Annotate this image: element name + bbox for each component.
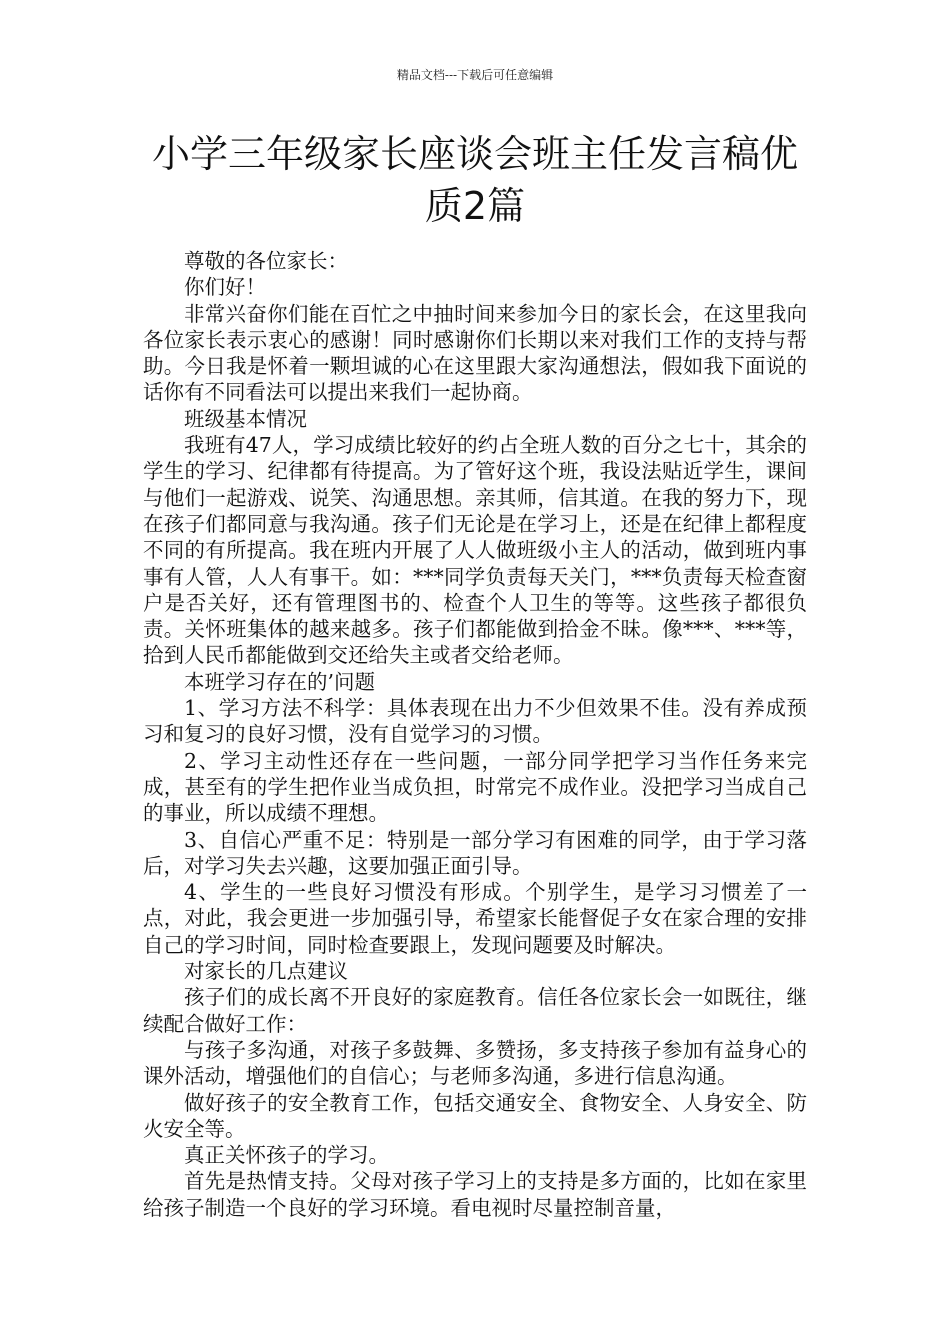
list-item: 3、自信心严重不足：特别是一部分学习有困难的同学，由于学习落后，对学习失去兴趣，这要加强正面引导。 <box>143 827 807 878</box>
paragraph: 尊敬的各位家长： <box>184 249 348 273</box>
document-body <box>143 248 807 1221</box>
paragraph: 非常兴奋你们能在百忙之中抽时间来参加今日的家长会，在这里我向各位家长表示衷心的感谢！同时感谢你们长期以来对我们工作的支持与帮助。今日我是怀着一颗坦诚的心在这里跟大家沟通想法，假如我下面说的话你有不同看法可以提出来我们一起协商。 <box>143 301 807 405</box>
paragraph: 你们好！ <box>184 275 266 300</box>
document-header-note: 精品文档---下载后可任意编辑 <box>396 68 554 82</box>
section-heading: 班级基本情况 <box>184 406 307 431</box>
list-item: 1、学习方法不科学：具体表现在出力不少但效果不佳。没有养成预习和复习的良好习惯，没有自觉学习的习惯。 <box>143 696 807 747</box>
list-item: 2、学习主动性还存在一些问题，一部分同学把学习当作任务来完成，甚至有的学生把作业当成负担，时常完不成作业。没把学习当成自己的事业，所以成绩不理想。 <box>143 748 807 826</box>
section-heading: 对家长的几点建议 <box>184 959 348 984</box>
section-heading: 本班学习存在的’问题 <box>184 669 376 694</box>
paragraph: 与孩子多沟通，对孩子多鼓舞、多赞扬，多支持孩子参加有益身心的课外活动，增强他们的自信心；与老师多沟通，多进行信息沟通。 <box>143 1037 807 1089</box>
list-item: 4、学生的一些良好习惯没有形成。个别学生，是学习习惯差了一点，对此，我会更进一步加强引导，希望家长能督促子女在家合理的安排自己的学习时间，同时检查要跟上，发现问题要及时解决。 <box>143 880 807 957</box>
paragraph: 做好孩子的安全教育工作，包括交通安全、食物安全、人身安全、防火安全等。 <box>143 1090 807 1141</box>
paragraph: 首先是热情支持。父母对孩子学习上的支持是多方面的，比如在家里给孩子制造一个良好的学习环境。看电视时尽量控制音量， <box>143 1169 807 1220</box>
paragraph: 我班有47人，学习成绩比较好的约占全班人数的百分之七十，其余的学生的学习、纪律都有待提高。为了管好这个班，我设法贴近学生，课间与他们一起游戏、说笑、沟通思想。亲其师，信其道。在我的努力下，现在孩子们都同意与我沟通。孩子们无论是在学习上，还是在纪律上都程度不同的有所提高。我在班内开展了人人做班级小主人的活动，做到班内事事有人管，人人有事干。如：***同学负责每天关门，***负责每天检查窗户是否关好，还有管理图书的、检查个人卫生的等等。这些孩子都很负责。关怀班集体的越来越多。孩子们都能做到拾金不昧。像***、***等，拾到人民币都能做到交还给失主或者交给老师。 <box>143 433 807 668</box>
document-title: 小学三年级家长座谈会班主任发言稿优质2篇 <box>151 132 798 228</box>
paragraph: 真正关怀孩子的学习。 <box>184 1143 389 1168</box>
paragraph: 孩子们的成长离不开良好的家庭教育。信任各位家长会一如既往，继续配合做好工作： <box>143 985 807 1036</box>
